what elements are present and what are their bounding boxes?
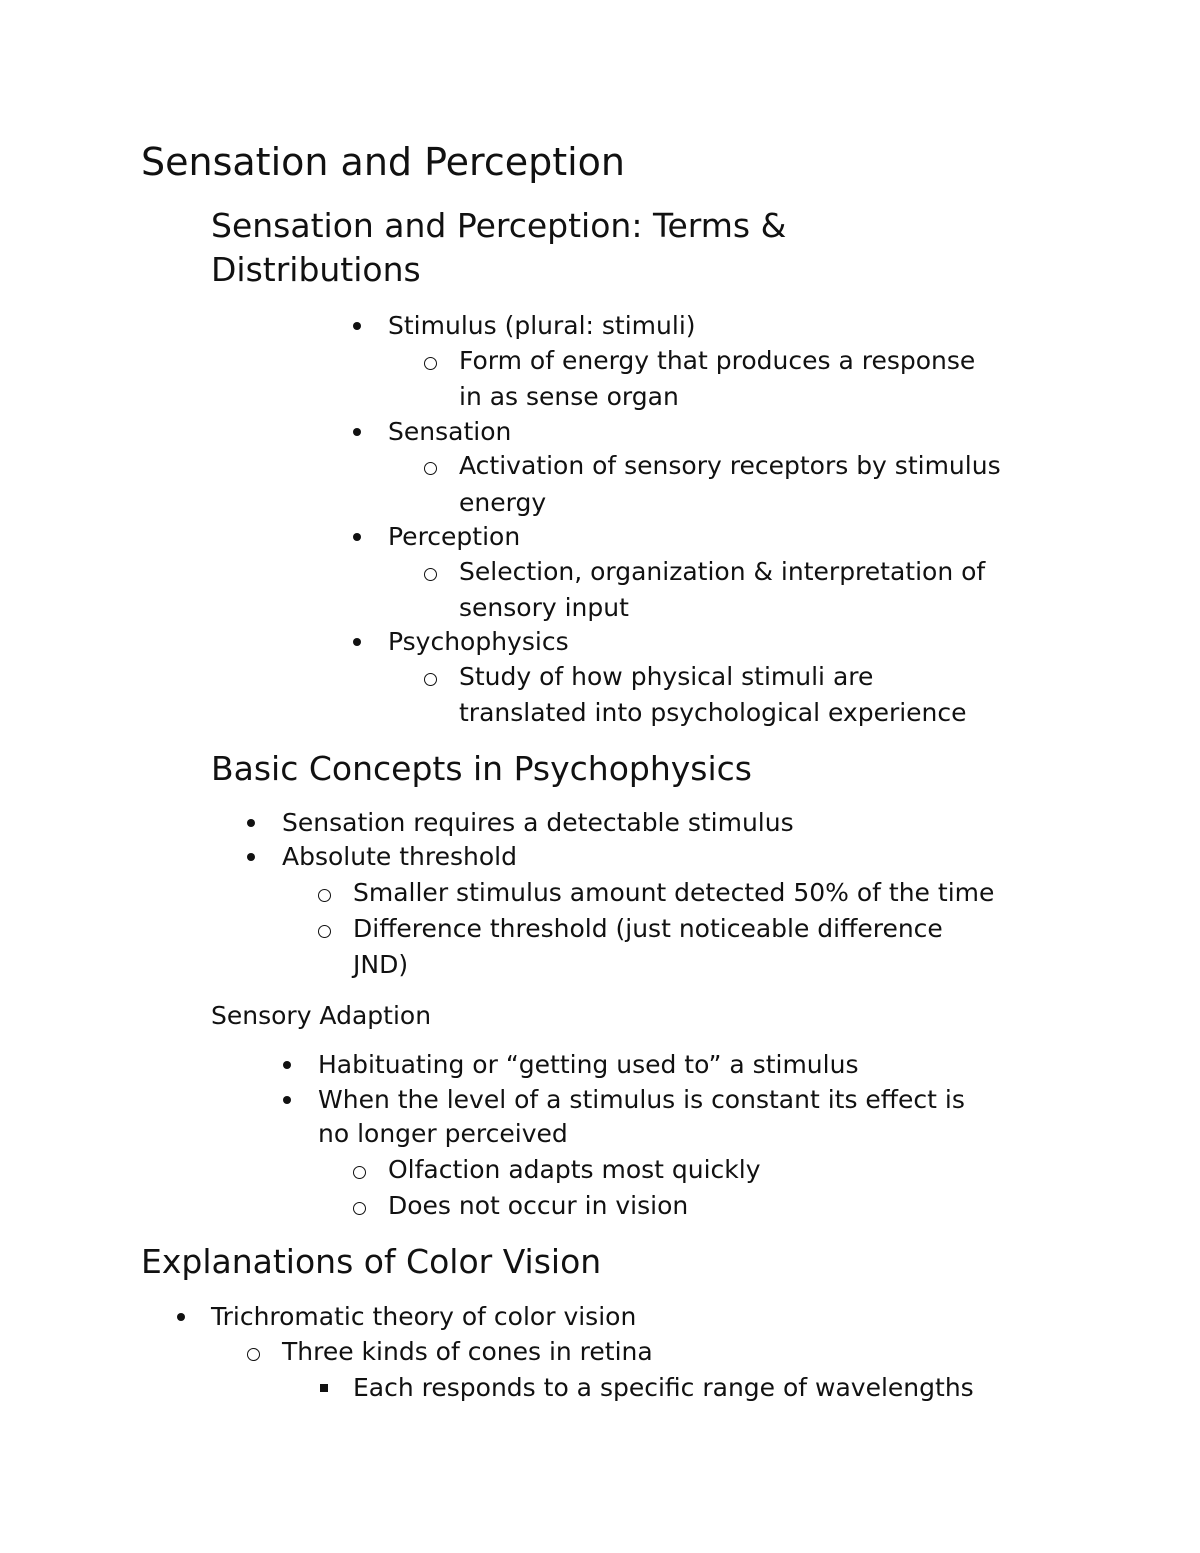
list-item-term: Perception [388,522,521,551]
circle-bullet-icon [424,462,437,475]
list-subitem: Smaller stimulus amount detected 50% of the time [353,878,995,907]
bullet-icon [283,1096,291,1104]
list-item: When the level of a stimulus is constant its effect is [318,1085,965,1114]
circle-bullet-icon [424,568,437,581]
list-item-definition: sensory input [459,593,629,622]
list-subitem: Three kinds of cones in retina [282,1337,653,1366]
section-heading-psychophysics: Basic Concepts in Psychophysics [211,749,752,788]
bullet-icon [353,322,361,330]
list-item-definition: energy [459,488,547,517]
circle-bullet-icon [318,925,331,938]
section-heading-color-vision: Explanations of Color Vision [141,1242,602,1281]
circle-bullet-icon [353,1202,366,1215]
circle-bullet-icon [353,1166,366,1179]
bullet-icon [353,428,361,436]
list-subitem: Does not occur in vision [388,1191,689,1220]
circle-bullet-icon [424,673,437,686]
list-item: Trichromatic theory of color vision [211,1302,637,1331]
square-bullet-icon [320,1384,328,1392]
circle-bullet-icon [247,1348,260,1361]
list-subitem: JND) [353,950,409,979]
list-item: Absolute threshold [282,842,517,871]
bullet-icon [283,1061,291,1069]
circle-bullet-icon [424,357,437,370]
section-heading-sensory-adaption: Sensory Adaption [211,1001,432,1030]
bullet-icon [353,638,361,646]
list-item-definition: Form of energy that produces a response [459,346,976,375]
list-item-term: Sensation [388,417,512,446]
list-subitem: Difference threshold (just noticeable difference [353,914,943,943]
list-subsubitem: Each responds to a specific range of wavelengths [353,1373,974,1402]
list-subitem: Olfaction adapts most quickly [388,1155,761,1184]
section-heading-terms-line2: Distributions [211,250,421,289]
list-item-definition: Study of how physical stimuli are [459,662,874,691]
bullet-icon [353,533,361,541]
list-item-definition: translated into psychological experience [459,698,967,727]
bullet-icon [247,819,255,827]
bullet-icon [247,853,255,861]
list-item: no longer perceived [318,1119,568,1148]
bullet-icon [177,1313,185,1321]
list-item-term: Stimulus (plural: stimuli) [388,311,696,340]
list-item: Sensation requires a detectable stimulus [282,808,794,837]
list-item-definition: in as sense organ [459,382,679,411]
list-item-term: Psychophysics [388,627,569,656]
section-heading-terms-line1: Sensation and Perception: Terms & [211,206,787,245]
list-item-definition: Activation of sensory receptors by stimulus [459,451,1001,480]
document-title: Sensation and Perception [141,140,626,184]
circle-bullet-icon [318,889,331,902]
list-item-definition: Selection, organization & interpretation of [459,557,986,586]
list-item: Habituating or “getting used to” a stimulus [318,1050,859,1079]
